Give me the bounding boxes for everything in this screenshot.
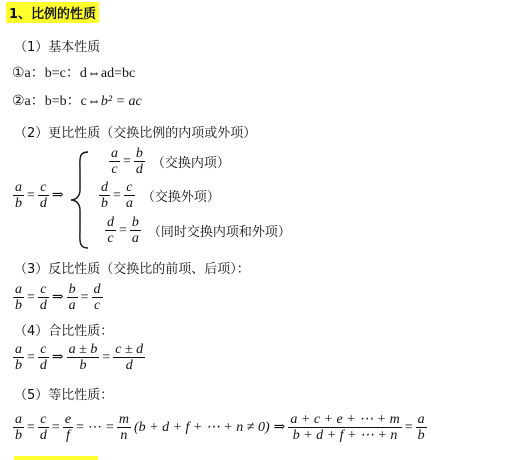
equals-sign: = (27, 419, 35, 435)
inversion-property-heading: （3）反比性质（交换比的前项、后项）： (14, 262, 250, 277)
equals-sign: = (27, 349, 35, 365)
equals-sign: = (80, 289, 89, 305)
equals-sign: = (113, 187, 121, 203)
fraction-a-over-b: $\frac{a}{b}$ (15, 342, 22, 373)
fraction-a-over-b: $\frac{a}{b}$ (15, 180, 22, 211)
basic-property-heading: （1）基本性质 (14, 40, 101, 55)
fraction-a-pm-b-over-b: $\frac{a \pm b}{b}$ (68, 342, 98, 373)
equal-ratio-equation (12, 412, 428, 443)
equals-sign: = (404, 419, 413, 435)
fraction-sum-ratio: $\frac{a + c + e + \cdots + m}{b + d + f + \cdots + n}$ (290, 412, 400, 443)
equals-sign: = (51, 419, 60, 435)
alternation-both-swap (104, 215, 291, 246)
componendo-equation (12, 342, 146, 373)
alternation-outer-swap (98, 180, 220, 211)
fraction-m-over-n: $\frac{m}{n}$ (118, 412, 129, 443)
fraction-c-over-d: $\frac{c}{d}$ (39, 342, 47, 373)
componendo-property-heading: （4）合比性质： (14, 324, 114, 339)
alternation-inner-swap (108, 146, 230, 177)
section-title: 1、比例的性质 (6, 2, 99, 23)
equals-sign: = (123, 153, 131, 169)
equals-sign: = (119, 222, 127, 238)
alternation-property-heading: （2）更比性质（交换比例的内项或外项） (14, 126, 257, 141)
equal-ratio-property-heading: （5）等比性质： (14, 388, 114, 403)
fraction-c-pm-d-over-d: $\frac{c \pm d}{d}$ (115, 342, 144, 373)
fraction-c-over-d: $\frac{c}{d}$ (39, 412, 47, 443)
fraction-a-over-c: $\frac{a}{c}$ (111, 146, 118, 177)
outer-swap-note: （交换外项） (141, 190, 220, 205)
equals-sign: = (27, 187, 35, 203)
fraction-a-over-b-result: $\frac{a}{b}$ (417, 412, 425, 443)
nonzero-condition: (b + d + f + ⋯ + n ≠ 0) (133, 420, 270, 435)
line-2-prefix: ②a：b=b：c⇔ (12, 94, 101, 109)
fraction-b-over-a: $\frac{b}{a}$ (68, 282, 76, 313)
equals-sign: = (102, 349, 111, 365)
equals-sign: = (27, 289, 35, 305)
equals-sign: = (105, 419, 114, 435)
fraction-e-over-f: $\frac{e}{f}$ (64, 412, 72, 443)
next-section-highlight (14, 456, 98, 460)
fraction-c-over-d: $\frac{c}{d}$ (39, 282, 47, 313)
fraction-d-over-c: $\frac{d}{c}$ (107, 215, 114, 246)
fraction-a-over-b: $\frac{a}{b}$ (15, 412, 22, 443)
implies-arrow: ⇒ (273, 420, 286, 435)
alternation-base-equation (12, 180, 66, 211)
implies-arrow: ⇒ (51, 188, 64, 203)
fraction-c-over-a: $\frac{c}{a}$ (125, 180, 133, 211)
implies-arrow: ⇒ (51, 350, 64, 365)
line-2-formula: b² = ac (100, 94, 142, 109)
fraction-b-over-d: $\frac{b}{d}$ (135, 146, 143, 177)
inner-swap-note: （交换内项） (151, 156, 230, 171)
implies-arrow: ⇒ (51, 290, 64, 305)
fraction-c-over-d: $\frac{c}{d}$ (39, 180, 47, 211)
inversion-equation (12, 282, 104, 313)
curly-brace-icon (68, 150, 92, 250)
fraction-d-over-b: $\frac{d}{b}$ (101, 180, 108, 211)
ellipsis: ⋯ (87, 420, 102, 435)
equals-sign: = (76, 419, 84, 435)
fraction-b-over-a: $\frac{b}{a}$ (131, 215, 139, 246)
fraction-d-over-c: $\frac{d}{c}$ (93, 282, 101, 313)
basic-property-line-1: ①a：b=c：d⇔ad=bc (12, 66, 136, 81)
basic-property-line-2 (12, 90, 142, 110)
both-swap-note: （同时交换内项和外项） (147, 225, 291, 240)
fraction-a-over-b: $\frac{a}{b}$ (15, 282, 22, 313)
